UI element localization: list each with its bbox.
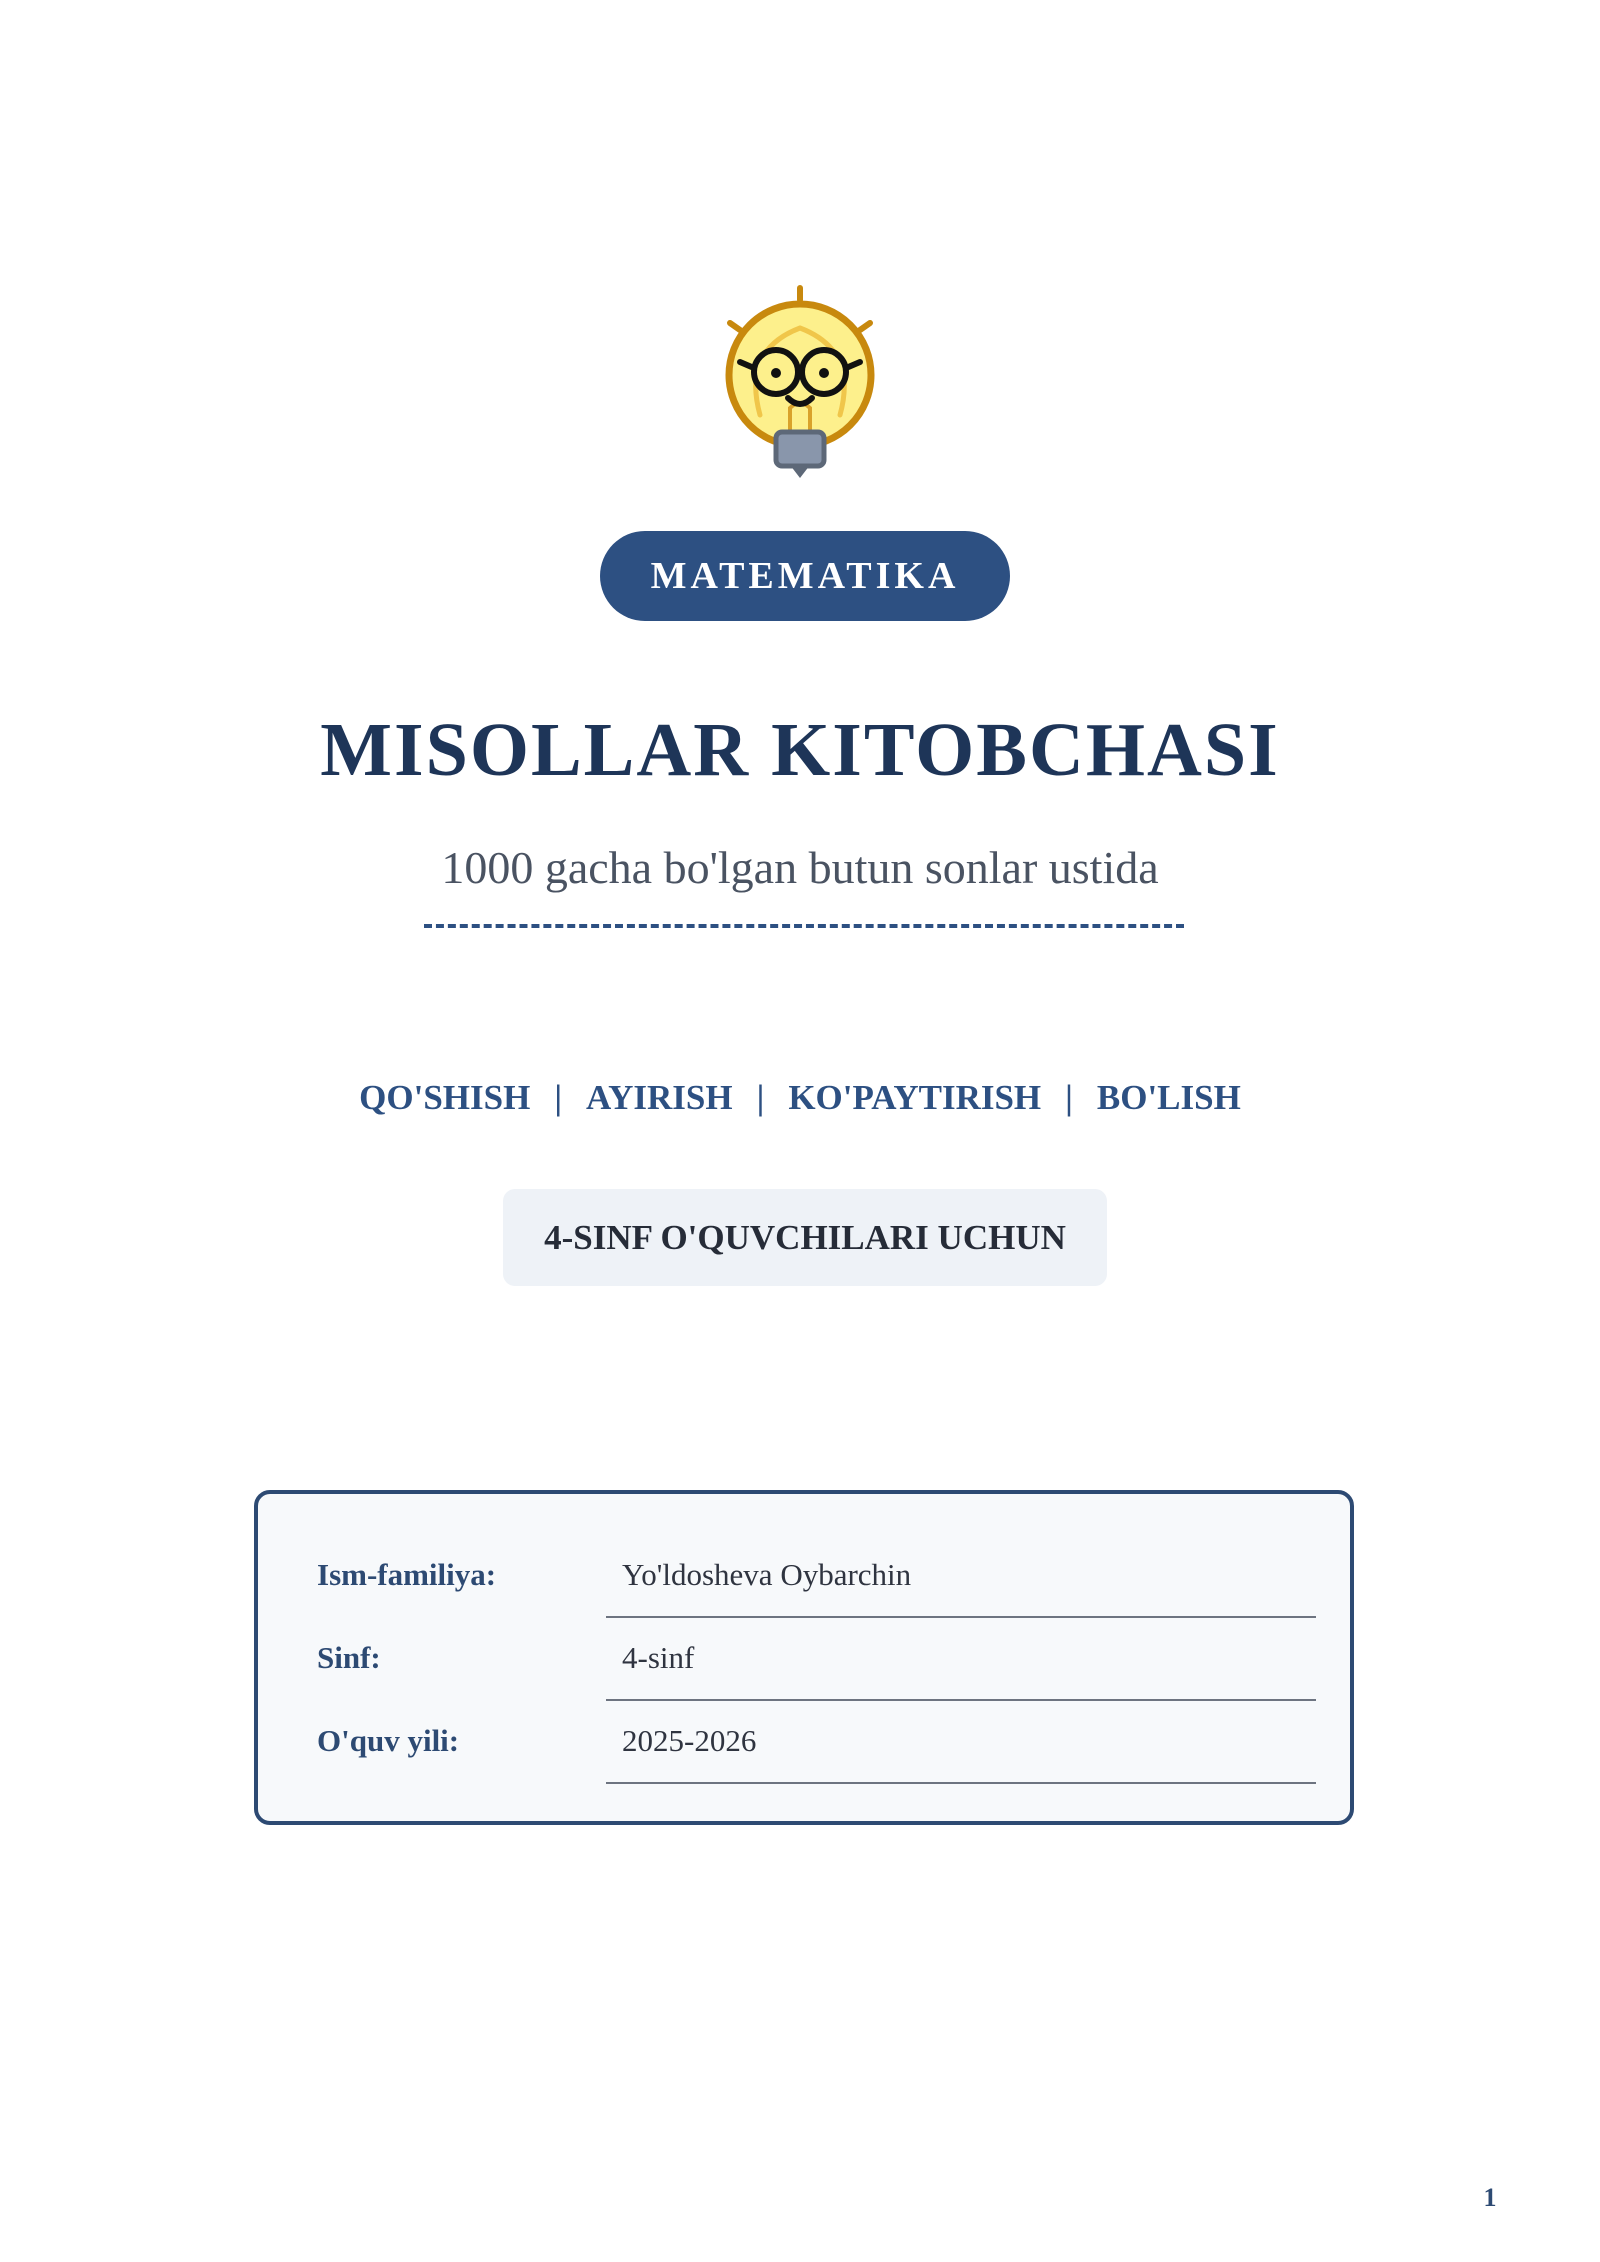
page-subtitle: 1000 gacha bo'lgan butun sonlar ustida	[441, 842, 1159, 893]
operation-subtraction: AYIRISH	[586, 1078, 733, 1117]
student-class-label: Sinf:	[317, 1640, 381, 1675]
student-info-card	[254, 1490, 1354, 1825]
operation-separator: |	[554, 1078, 563, 1117]
grade-label: 4-SINF O'QUVCHILARI UCHUN	[544, 1217, 1066, 1257]
page-title: MISOLLAR KITOBCHASI	[320, 708, 1280, 792]
operation-separator: |	[1065, 1078, 1073, 1117]
student-name-label: Ism-familiya:	[317, 1557, 497, 1592]
subject-label: MATEMATIKA	[650, 555, 960, 597]
student-class-value: 4-sinf	[622, 1640, 695, 1675]
school-year-field[interactable]	[606, 1701, 1316, 1784]
student-name-value: Yo'ldosheva Oybarchin	[622, 1557, 912, 1592]
student-name-row	[258, 1535, 1350, 1618]
grade-banner	[503, 1189, 1107, 1286]
operations-list	[0, 1077, 1600, 1119]
lightbulb-mascot-icon	[720, 280, 880, 480]
operation-multiplication: KO'PAYTIRISH	[788, 1078, 1042, 1117]
operation-separator: |	[756, 1078, 765, 1117]
student-name-field[interactable]	[606, 1535, 1316, 1618]
page-number: 1	[1483, 2183, 1497, 2212]
school-year-label: O'quv yili:	[317, 1723, 460, 1758]
operation-addition: QO'SHISH	[359, 1078, 531, 1117]
student-class-field[interactable]	[606, 1618, 1316, 1701]
school-year-row	[258, 1701, 1350, 1784]
school-year-value: 2025-2026	[622, 1723, 757, 1758]
operation-division: BO'LISH	[1096, 1078, 1241, 1117]
subject-badge	[600, 531, 1010, 621]
student-class-row	[258, 1618, 1350, 1701]
dashed-divider	[424, 924, 1184, 928]
